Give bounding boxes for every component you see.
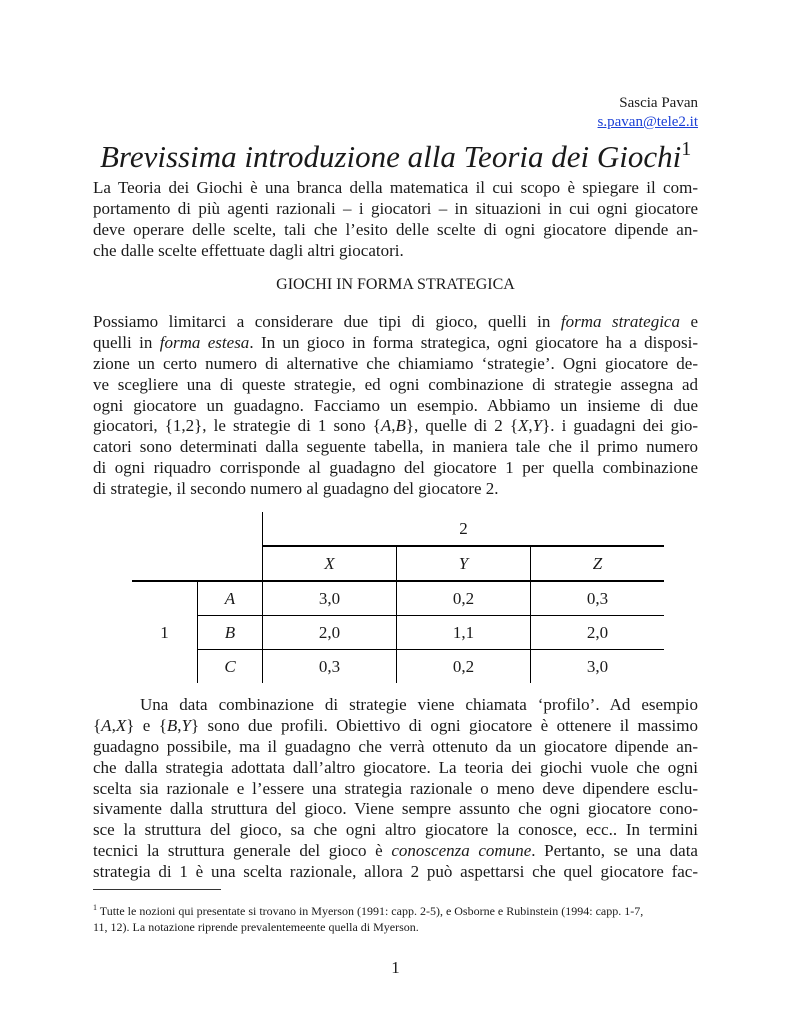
author-block [598,94,698,132]
strategy-symbol: X [324,553,335,573]
payoff-cell: 3,0 [263,581,397,616]
payoff-cell: 3,0 [586,656,609,676]
author-name: Sascia Pavan [619,95,698,111]
strategy-symbol: C [224,656,236,676]
strategy-symbol: A [101,715,112,735]
text-run: }. i guadagni dei gio- [542,416,698,436]
text-run: , [391,416,396,436]
column-strategy-header [531,546,665,581]
text-run: e [679,312,698,331]
text-run: Possiamo limitarci a considerare due tipi di gioco, quelli in [93,312,561,331]
paragraph-line: ogni giocatore un guadagno. Facciamo un esempio. Abbiamo un insieme di due [93,395,698,415]
strategy-symbol: B [224,622,236,642]
paragraph-line: sivamente dalla struttura del gioco. Viene sempre assunto che ogni giocatore cono- [93,799,698,819]
footnote-line: 11, 12). La notazione riprende prevalentemeente quella di Myerson. [93,920,419,934]
paragraph-line: strategia di 1 è una scelta razionale, allora 2 può aspettarsi che quel giocatore fac- [93,862,698,882]
document-title [100,130,691,176]
paragraph-line: guadagno possibile, ma il guadagno che verrà ottenuto da un giocatore dipende an- [93,736,698,756]
text-run: . Pertanto, se una data [531,841,698,861]
payoff-cell: 0,3 [531,581,665,616]
paragraph-line: di strategie, il secondo numero al guadagno del giocatore 2. [93,479,499,499]
payoff-cell: 2,0 [531,616,665,650]
italic-term: conoscenza comune [391,841,532,861]
row-strategy-header [198,616,263,650]
intro-line: che dalle scelte effettuate dagli altri giocatori. [93,240,404,260]
page-number: 1 [391,958,400,977]
footnote-text: Tutte le nozioni qui presentate si trovano in Myerson (1991: capp. 2-5), e Osborne e Rubinstein (1994: capp. 1-7, [97,904,644,918]
text-run: quelli in [93,332,160,352]
column-player-label: 2 [263,512,665,546]
intro-line: deve operare delle scelte, tali che l’esito delle scelte di ogni giocatore dipende an- [93,219,698,239]
payoff-cell: 0,3 [263,650,397,684]
strategy-symbol: X [518,416,529,436]
paragraph-line: ve scegliere una di queste strategie, ed ogni combinazione di strategie assegna ad [93,374,698,394]
payoff-cell: 0,2 [397,650,531,684]
text-run: . In un gioco in forma strategica, ogni giocatore ha a disposi- [249,332,698,352]
section-heading: GIOCHI IN FORMA STRATEGICA [276,276,515,293]
row-player-label: 1 [132,616,198,650]
table-corner [132,546,198,581]
paragraph-line [93,416,698,437]
text-run: } e { [126,715,167,735]
strategy-symbol: B [166,715,178,735]
strategy-symbol: A [380,416,392,436]
strategic-form-paragraph [93,312,698,500]
text-run: } sono due profili. Obiettivo di ogni giocatore è ottenere il massimo [190,715,698,735]
table-corner [132,512,198,546]
profile-paragraph [93,695,698,883]
column-strategy-header [263,546,397,581]
text-run: tecnici la struttura generale del gioco è [93,841,392,861]
paragraph-line: Una data combinazione di strategie viene chiamata ‘profilo’. Ad esempio [140,695,698,714]
paragraph-line: sce la struttura del gioco, sa che ogni altro giocatore la conosce, ecc.. In termini [93,820,698,840]
italic-term: forma strategica [560,312,680,331]
paragraph-line: catori sono determinati dalla seguente tabella, in maniera tale che il primo numero [93,437,698,457]
title-footnote-mark[interactable]: 1 [681,138,692,160]
text-run: giocatori, {1,2}, le strategie di 1 sono { [93,416,381,436]
table-corner [198,512,263,546]
paragraph-line: zione un certo numero di alternative che chiamiamo ‘strategie’. Ogni giocatore de- [93,353,698,373]
text-run: { [93,715,102,735]
table-corner [132,581,198,616]
paragraph-line: scelta sia razionale e l’essere una strategia razionale o meno deve dipendere esclu- [93,778,698,798]
column-strategy-header [397,546,531,581]
intro-paragraph [93,178,698,262]
table-corner [198,546,263,581]
text-run: , [111,715,116,735]
paragraph-line: di ogni riquadro corrisponde al guadagno del giocatore 1 per quella combinazione [93,458,698,478]
row-strategy-header [198,581,263,616]
row-strategy-header [198,650,263,684]
italic-term: forma estesa [159,332,250,352]
intro-line: portamento di più agenti razionali – i giocatori – in situazioni in cui ogni giocatore [93,198,698,218]
footnote [93,900,698,935]
footnote-separator [93,889,221,890]
paragraph-line [93,841,698,862]
author-email-link[interactable]: s.pavan@tele2.it [597,114,698,130]
title-text: Brevissima introduzione alla Teoria dei Giochi [100,139,682,174]
paragraph-line: che dalla strategia adottata dall’altro giocatore. La teoria dei giochi vuole che ogni [93,757,698,777]
strategy-symbol: Y [532,416,543,436]
strategy-symbol: Z [592,553,603,573]
paragraph-line [93,716,698,737]
strategy-symbol: Y [181,715,191,735]
payoff-cell: 1,1 [397,616,531,650]
strategy-symbol: X [115,715,127,735]
table-corner [132,650,198,684]
text-run: , [528,416,533,436]
payoff-cell: 2,0 [263,616,397,650]
text-run: }, quelle di 2 { [405,416,518,436]
strategy-symbol: Y [458,553,469,573]
strategy-symbol: B [395,416,406,436]
intro-line: La Teoria dei Giochi è una branca della matematica il cui scopo è spiegare il com- [93,178,698,197]
paragraph-line [93,333,698,354]
paragraph-line [93,312,698,333]
text-run: , [177,715,182,735]
strategy-symbol: A [224,588,236,608]
footnote-mark: 1 [93,903,97,912]
payoff-cell: 0,2 [397,581,531,616]
payoff-table [132,512,664,683]
footnote-line [93,900,698,919]
